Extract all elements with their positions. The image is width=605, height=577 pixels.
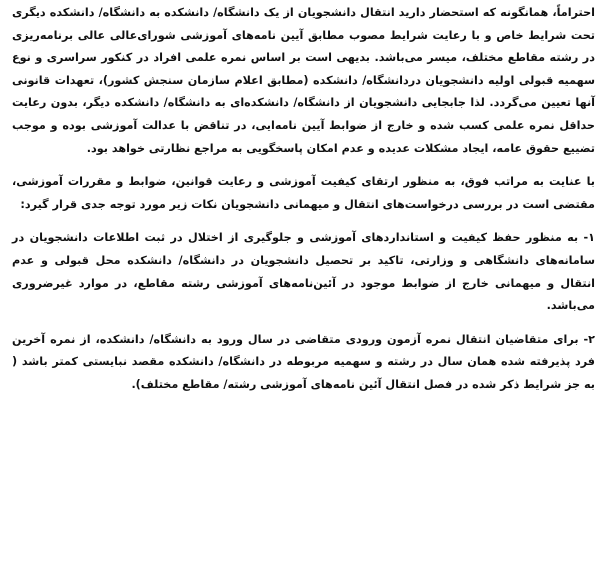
paragraph-item-1: ۱- به منظور حفظ کیفیت و استانداردهای آموزشی و جلوگیری از اختلال در ثبت اطلاعات دانشجویان در سامانه‌های دانشگاهی و وزارتی، تاکید بر تحصیل دانشجویان در دانشگاه/ دانشکده محل قبولی و عدم انتقال و میهمانی خارج از ضوابط موجود در آئین‌نامه‌های آموزشی رشته مقاطع، در موارد غیرضروری می‌باشد. xyxy=(12,231,595,313)
paragraph-item-2: ۲- برای متقاضیان انتقال نمره آزمون ورودی متقاضی در سال ورود به دانشگاه/ دانشکده، از نمره آخرین فرد پذیرفته شده همان سال در رشته و سهمیه مربوطه در دانشگاه/ دانشکده مقصد نبایستی کمتر باشد ( به جز شرایط ذکر شده در فصل انتقال آئین نامه‌های آموزشی رشته/ مقاطع مختلف). xyxy=(12,332,595,391)
paragraph-intro: احتراماً، همانگونه که استحضار دارید انتقال دانشجویان از یک دانشگاه/ دانشکده به دانشگاه/ دانشکده دیگری تحت شرایط خاص و با رعایت شرایط مصوب مطابق آیین نامه‌های آموزشی شورای‌عالی عالی برنامه‌ریزی در رشته مقاطع مختلف، میسر می‌باشد. بدیهی است بر اساس نمره علمی افراد در کنکور سراسری و نوع سهمیه قبولی اولیه دانشجویان دردانشگاه/ دانشکده (مطابق اعلام سازمان سنجش کشور)، تعهدات قانونی آنها تعیین می‌گردد. لذا جابجایی دانشجویان از دانشگاه/ دانشکده‌ای به دانشگاه/ دانشکده دیگر، بدون رعایت حداقل نمره علمی کسب شده و خارج از ضوابط آیین نامه‌ایی، در تناقض با عدالت آموزشی بوده و موجب تضییع حقوق عامه، ایجاد مشکلات عدیده و عدم امکان پاسخگویی به مراجع نظارتی خواهد بود. xyxy=(12,6,595,155)
document-body xyxy=(12,2,595,397)
paragraph-directive: با عنایت به مراتب فوق، به منظور ارتقای کیفیت آموزشی و رعایت قوانین، ضوابط و مقررات آموزشی، مقتضی است در بررسی درخواست‌های انتقال و میهمانی دانشجویان نکات زیر مورد توجه جدی قرار گیرد: xyxy=(12,175,595,211)
